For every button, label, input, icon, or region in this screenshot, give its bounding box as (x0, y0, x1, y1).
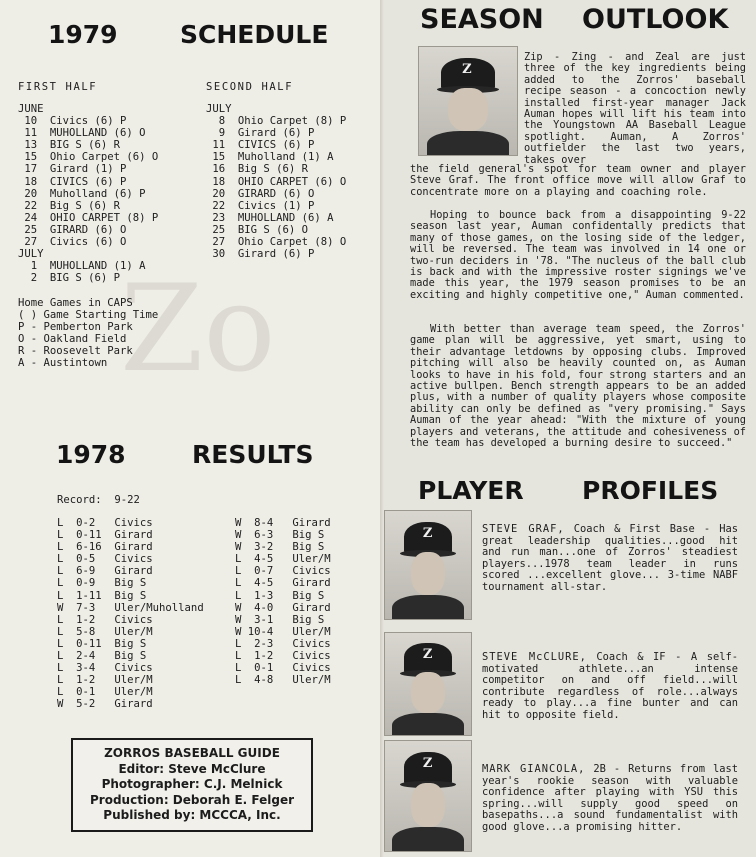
first-half-schedule: JUNE 10 Civics (6) P 11 MUHOLLAND (6) O 13 BIG S (6) R 15 Ohio Carpet (6) O 17 Girard (1) P 18 CIVICS (6) P 20 Muholland (6) P 22 Big S (6) R 24 OHIO CARPET (8) P 25 GIRARD (6) O 27 Civics (6) O JULY 1 MUHOLLAND (1) A 2 BIG S (6) P (18, 103, 159, 285)
results-column-1: L 0-2 Civics L 0-11 Girard L 6-16 Girard L 0-5 Civics L 6-9 Girard L 0-9 Big S L 1-11 Big S W 7-3 Uler/Muholland L 1-2 Civics L 5-8 Uler/M L 0-11 Big S L 2-4 Big S L 3-4 Civics L 1-2 Uler/M L 0-1 Uler/M W 5-2 Girard (57, 517, 204, 711)
profile-text: Coach & IF - A self-motivated athlete...an intense competitor on and off field...will contribute regardless of role...always ready to play...a fine bunter and can hit to opposite field. (482, 651, 738, 721)
guide-photographer: Photographer: C.J. Melnick (101, 777, 283, 792)
outlook-title-season: SEASON (420, 4, 544, 35)
guide-production: Production: Deborah E. Felger (89, 792, 295, 807)
profile-name: STEVE GRAF, (482, 523, 565, 535)
mark-giancola-photo: Z (384, 740, 472, 852)
season-record: Record: 9-22 (57, 494, 140, 506)
profile-text: Coach & First Base - Has great leadership qualities...good hit and run man...one of Zorros' steadiest players...1978 team leader in runs scored ...excellent glove... 3-time NABF tournament all-star. (482, 523, 738, 593)
profile-name: MARK GIANCOLA, (482, 763, 586, 775)
steve-mcclure-photo: Z (384, 632, 472, 736)
second-half-schedule: JULY 8 Ohio Carpet (8) P 9 Girard (6) P 11 CIVICS (6) P 15 Muholland (1) A 16 Big S (6) R 18 OHIO CARPET (6) O 20 GIRARD (6) O 22 Civics (1) P 23 MUHOLLAND (6) A 25 BIG S (6) O 27 Ohio Carpet (8) O 30 Girard (6) P (206, 103, 347, 261)
first-half-heading: FIRST HALF (18, 81, 98, 93)
profile-steve-mcclure (482, 652, 738, 722)
second-half-heading: SECOND HALF (206, 81, 294, 93)
outlook-paragraph-1: the field general's spot for team owner and player Steve Graf. The front office move will allow Graf to concentrate more on a playing and coaching role. (410, 163, 746, 198)
profile-mark-giancola (482, 764, 738, 834)
guide-editor: Editor: Steve McClure (118, 761, 266, 776)
profiles-title-player: PLAYER (418, 476, 524, 505)
outlook-title-outlook: OUTLOOK (582, 4, 729, 35)
outlook-lead-paragraph: Zip - Zing - and Zeal are just three of the key ingredients being added to the Zorros' baseball recipe season - a concoction newly installed first-year manager Jack Auman hopes will lift his team into the Youngstown AA Baseball League spotlight. Auman, A Zorros' outfielder the last two years, takes over (524, 51, 746, 166)
schedule-legend: Home Games in CAPS ( ) Game Starting Time P - Pemberton Park O - Oakland Field R - Roosevelt Park A - Austintown (18, 297, 159, 370)
faded-watermark: Zo (120, 260, 276, 399)
schedule-title: SCHEDULE (180, 20, 329, 49)
profile-name: STEVE McCLURE, (482, 651, 587, 663)
steve-graf-photo: Z (384, 510, 472, 620)
results-year: 1978 (56, 440, 126, 469)
guide-publisher: Published by: MCCCA, Inc. (103, 808, 281, 823)
profiles-title-profiles: PROFILES (582, 476, 719, 505)
auman-photo: Z (418, 46, 518, 156)
guide-credits-box (71, 738, 313, 832)
results-column-2: W 8-4 Girard W 6-3 Big S W 3-2 Big S L 4-5 Uler/M L 0-7 Civics L 4-5 Girard L 1-3 Big S W 4-0 Girard W 3-1 Big S W 10-4 Uler/M L 2-3 Civics L 1-2 Civics L 0-1 Civics L 4-8 Uler/M (235, 517, 331, 687)
outlook-paragraph-2: Hoping to bounce back from a disappointing 9-22 season last year, Auman confidentally predicts that many of those games, on the losing side of the ledger, will be reversed. The team was involved in 14 one or two-run deciders in '78. "The nucleus of the ball club is back and with the impressive roster signings we've made this year, the 1979 season promises to be an exciting and highly competitive one," Auman commented. (410, 209, 746, 301)
guide-title: ZORROS BASEBALL GUIDE (104, 746, 280, 760)
outlook-paragraph-3: With better than average team speed, the Zorros' game plan will be aggressive, yet smart, using to their advantage letdowns by opposing clubs. Improved pitching will also be heavily counted on, as Auman looks to have in his fold, four strong starters and an active bullpen. Bench strength appears to be an added plus, with a number of quality players whose composite ability can only be defined as "very promising." Says Auman of the year ahead: "With the mixture of young players and veterans, the attitude and cohesiveness of the team has developed a burning desire to succeed." (410, 323, 746, 450)
outlook-page (384, 0, 756, 857)
profile-steve-graf (482, 524, 738, 594)
results-title: RESULTS (192, 440, 314, 469)
profile-text: 2B - Returns from last year's rookie season with valuable confidence after playing with YSU this spring...will supply good speed on basepaths...a sound fundamentalist with good glove...a promising hitter. (482, 763, 738, 833)
schedule-year: 1979 (48, 20, 118, 49)
